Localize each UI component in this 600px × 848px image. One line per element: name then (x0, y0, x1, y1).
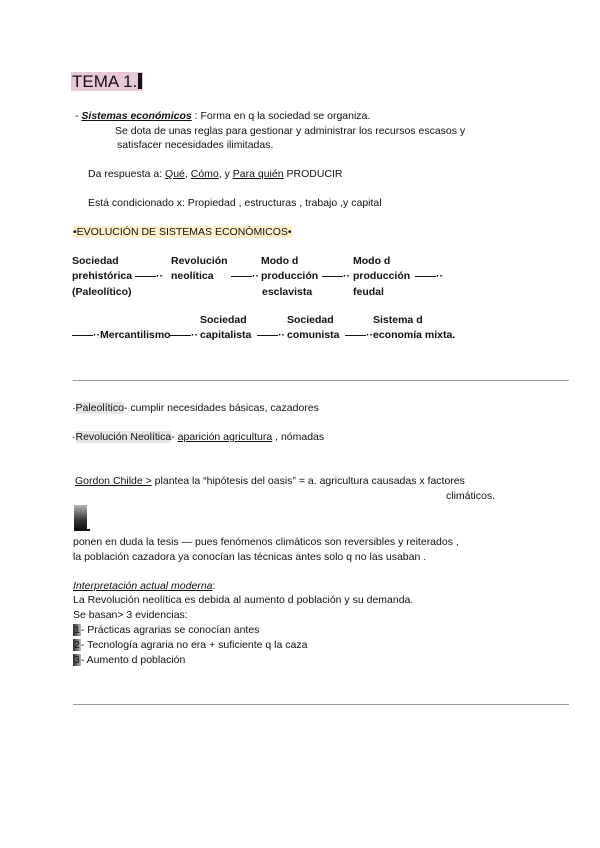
list-item-text: - Prácticas agrarias se conocían antes (80, 624, 260, 636)
ponen-line2: la población cazadora ya conocían las técnicas antes solo q no las usaban . (73, 551, 427, 563)
interpretacion-line1: La Revolución neolítica es debida al aumento d población y su demanda. (73, 594, 414, 606)
childe-line2: climáticos. (446, 490, 496, 502)
list-item (73, 654, 185, 666)
paleolitico-rest: - cumplir necesidades básicas, cazadores (123, 402, 319, 414)
page-title (71, 72, 143, 91)
evo-modo-esclavista-a: Modo d (261, 255, 299, 267)
respuesta-para: Para quién (232, 168, 284, 180)
list-item (73, 639, 307, 651)
evo-sociedad-pre-c: (Paleolítico) (72, 286, 132, 298)
evo-revolucion-a: Revolución (171, 255, 228, 267)
list-item (73, 624, 259, 636)
evo-sistema-mixta-b: economía mixta. (373, 329, 456, 341)
evo-modo-feudal-a: Modo d (353, 255, 391, 267)
neolitica-line (72, 431, 324, 443)
text-cursor (138, 73, 142, 89)
respuesta-prefix: Da respuesta a: (88, 168, 166, 180)
evo-modo-esclavista-c: esclavista (262, 286, 313, 298)
interpretacion-colon: : (212, 580, 216, 592)
list-number: 1 (74, 624, 80, 636)
neolitica-term: Revolución Neolítica (75, 431, 172, 443)
ponen-line1: ponen en duda la tesis — pues fenómenos climáticos son reversibles y reiterados , (73, 536, 459, 548)
evolucion-heading (73, 226, 292, 238)
sistemas-line3: satisfacer necesidades ilimitadas. (117, 139, 274, 151)
interpretacion-heading-text: Interpretación actual moderna (73, 580, 213, 592)
neolitica-link: aparición agricultura (177, 431, 273, 443)
evo-arrow: ——·· (170, 329, 198, 341)
list-number: 2 (74, 639, 80, 651)
childe-line1 (75, 475, 465, 487)
sistemas-line2: Se dota de unas reglas para gestionar y administrar los recursos escasos y (115, 125, 466, 137)
evo-sociedad-comunista-a: Sociedad (287, 314, 334, 326)
evo-arrow: ——·· (257, 329, 285, 341)
sistemas-def: : Forma en q la sociedad se organiza. (191, 110, 371, 122)
sistemas-line1 (75, 110, 370, 122)
paleolitico-line (72, 402, 319, 414)
neolitica-sep: - (171, 431, 178, 443)
evolucion-heading-text: •EVOLUCIÓN DE SISTEMAS ECONÓMICOS• (73, 226, 292, 238)
dash: - (75, 110, 82, 122)
bullet: · (72, 402, 76, 414)
evo-sociedad-comunista-b: comunista (287, 329, 340, 341)
evo-sociedad-capitalista-a: Sociedad (200, 314, 247, 326)
paleolitico-term: Paleolítico (75, 402, 124, 414)
evo-sociedad-capitalista-b: capitalista (200, 329, 252, 341)
respuesta-sep2: , y (218, 168, 233, 180)
respuesta-line (88, 168, 343, 180)
evo-sociedad-pre-b: prehistórica ——·· (72, 270, 164, 282)
interpretacion-line2: Se basan> 3 evidencias: (73, 609, 188, 621)
respuesta-sep1: , (184, 168, 191, 180)
evo-modo-feudal-b: producción (353, 270, 411, 282)
horizontal-divider (73, 704, 569, 705)
respuesta-como: Cómo (190, 168, 219, 180)
evo-modo-feudal-c: feudal (353, 286, 384, 298)
highlight-marker-icon (74, 505, 87, 529)
evo-arrow: ——·· (231, 270, 259, 282)
evo-sistema-mixta-a: Sistema d (373, 314, 423, 326)
evo-mercantilismo: ——··Mercantilismo (72, 329, 171, 341)
horizontal-divider (73, 380, 569, 381)
condicionado-line: Está condicionado x: Propiedad , estructuras , trabajo ,y capital (88, 197, 382, 209)
list-item-text: - Aumento d población (80, 654, 186, 666)
evo-arrow: ——·· (415, 270, 443, 282)
evo-arrow: ——·· (345, 329, 373, 341)
bullet: · (72, 431, 76, 443)
evo-revolucion-b: neolítica (171, 270, 214, 282)
neolitica-rest: , nómadas (272, 431, 325, 443)
evo-modo-esclavista-b: producción (261, 270, 319, 282)
page-title-text: TEMA 1. (72, 72, 138, 91)
sistemas-term: Sistemas económicos (81, 110, 192, 122)
evo-sociedad-pre-a: Sociedad (72, 255, 119, 267)
respuesta-que: Qué (165, 168, 185, 180)
childe-rest: plantea la “hipótesis del oasis” = a. agricultura causadas x factores (151, 475, 465, 487)
list-item-text: - Tecnología agraria no era + suficiente q la caza (80, 639, 308, 651)
respuesta-suffix: PRODUCIR (283, 168, 343, 180)
interpretacion-heading (73, 580, 215, 592)
childe-name: Gordon Childe > (75, 475, 152, 487)
evo-arrow: ——·· (322, 270, 350, 282)
list-number: 3 (74, 654, 80, 666)
